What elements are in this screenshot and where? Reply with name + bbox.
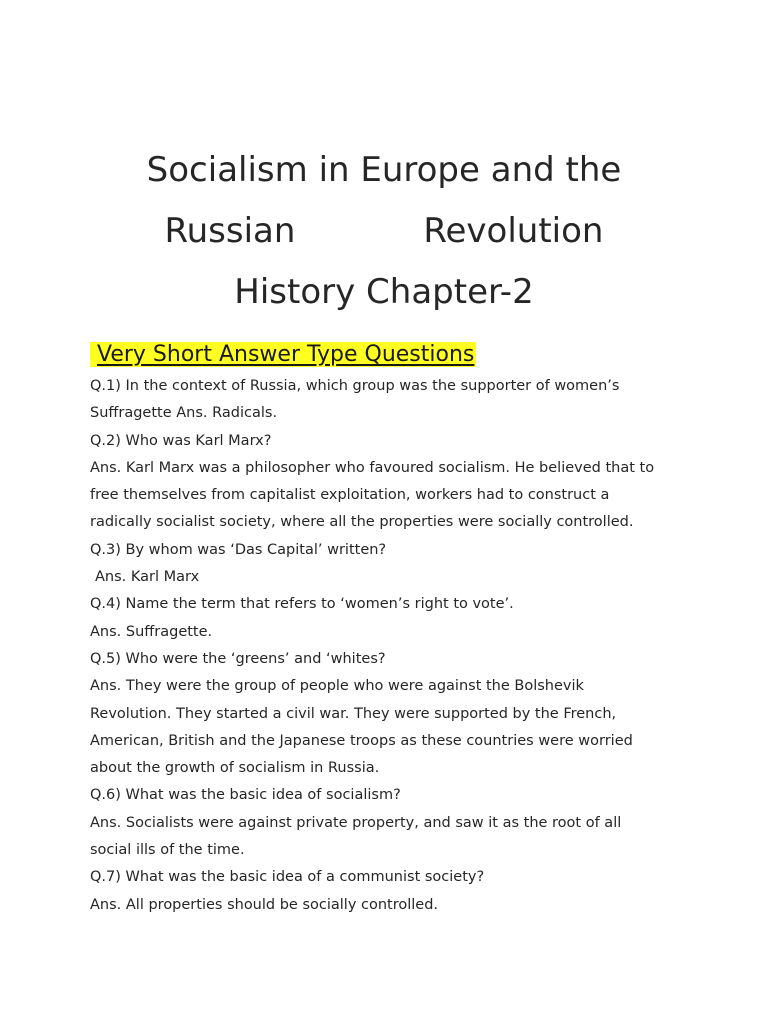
section-heading: [90, 340, 476, 370]
question-line: Q.1) In the context of Russia, which group was the supporter of women’s: [90, 378, 620, 394]
question-line: Q.5) Who were the ‘greens’ and ‘whites?: [90, 650, 386, 667]
title-line-3: History Chapter-2: [234, 272, 534, 312]
answer-line: American, British and the Japanese troops as these countries were worried: [90, 732, 633, 749]
question-line: Q.2) Who was Karl Marx?: [90, 432, 272, 449]
answer-line: social ills of the time.: [90, 842, 245, 859]
answer-line: Revolution. They started a civil war. They were supported by the French,: [90, 705, 617, 722]
title-line-2: [0, 201, 768, 262]
answer-line: Suffragette Ans. Radicals.: [90, 405, 278, 422]
answer-line: Ans. Suffragette.: [90, 623, 213, 640]
qa-list: [90, 373, 690, 919]
title-line-1: Socialism in Europe and the: [146, 150, 622, 190]
question-line: Q.4) Name the term that refers to ‘women’s right to vote’.: [90, 596, 514, 613]
question-line: Q.6) What was the basic idea of socialism?: [90, 787, 401, 804]
answer-line: radically socialist society, where all the properties were socially controlled.: [90, 514, 634, 531]
document-title: [0, 140, 768, 323]
answer-line: Ans. Socialists were against private property, and saw it as the root of all: [90, 814, 622, 831]
section-heading-text: Very Short Answer Type Questions: [90, 342, 476, 367]
answer-line: Ans. Karl Marx was a philosopher who favoured socialism. He believed that to: [90, 459, 655, 476]
answer-line: Ans. All properties should be socially controlled.: [90, 896, 439, 913]
answer-line: Ans. Karl Marx: [95, 569, 200, 586]
title-word-revolution: Revolution: [423, 211, 604, 251]
title-word-russian: Russian: [164, 211, 296, 251]
question-line: Q.3) By whom was ‘Das Capital’ written?: [90, 541, 387, 558]
answer-line: about the growth of socialism in Russia.: [90, 760, 380, 777]
answer-line: free themselves from capitalist exploitation, workers had to construct a: [90, 487, 610, 504]
question-line: Q.7) What was the basic idea of a communist society?: [90, 869, 485, 886]
answer-line: Ans. They were the group of people who were against the Bolshevik: [90, 678, 584, 695]
